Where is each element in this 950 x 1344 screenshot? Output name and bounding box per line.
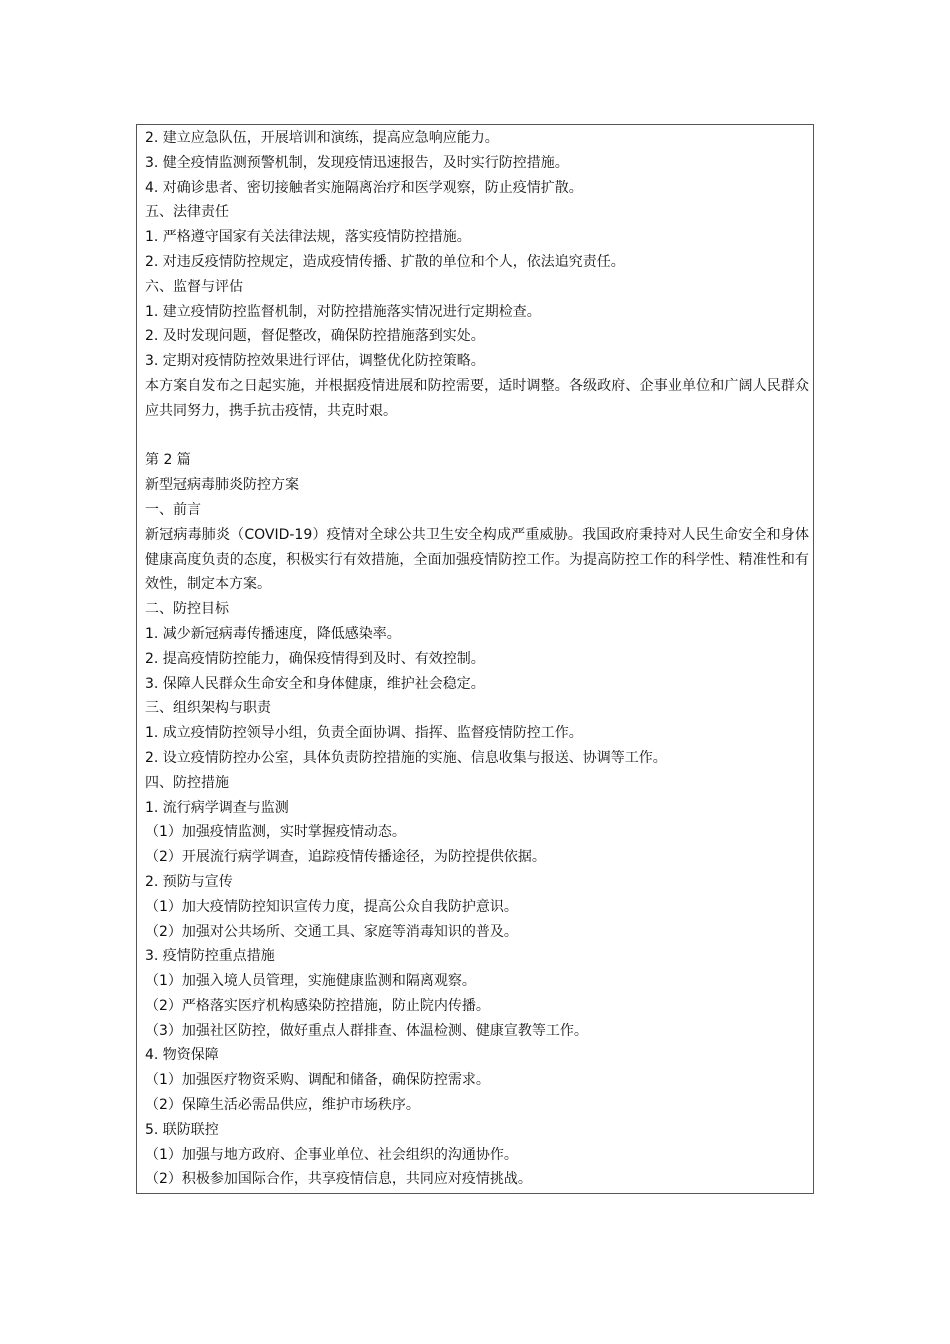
paragraph-line: 3. 健全疫情监测预警机制，发现疫情迅速报告，及时实行防控措施。 bbox=[145, 154, 569, 171]
paragraph-line: 二、防控目标 bbox=[145, 601, 229, 618]
paragraph-line: 三、组织架构与职责 bbox=[145, 700, 271, 717]
paragraph-line: （1）加强与地方政府、企事业单位、社会组织的沟通协作。 bbox=[145, 1146, 518, 1163]
paragraph-line: （2）开展流行病学调查，追踪疫情传播途径，为防控提供依据。 bbox=[145, 849, 546, 866]
paragraph-line: 1. 成立疫情防控领导小组，负责全面协调、指挥、监督疫情防控工作。 bbox=[145, 725, 583, 742]
paragraph-line: 本方案自发布之日起实施，并根据疫情进展和防控需要，适时调整。各级政府、企事业单位和广阔人民群众应共同努力，携手抗击疫情，共克时艰。 bbox=[145, 377, 809, 419]
document-body bbox=[145, 126, 809, 1192]
paragraph-line: 2. 提高疫情防控能力，确保疫情得到及时、有效控制。 bbox=[145, 650, 485, 667]
paragraph-line: 2. 设立疫情防控办公室，具体负责防控措施的实施、信息收集与报送、协调等工作。 bbox=[145, 749, 667, 766]
paragraph-line: 1. 流行病学调查与监测 bbox=[145, 799, 289, 816]
paragraph-line: 2. 预防与宣传 bbox=[145, 873, 233, 890]
paragraph-line: 四、防控措施 bbox=[145, 774, 229, 791]
paragraph-line: 五、法律责任 bbox=[145, 204, 229, 221]
paragraph-line: 六、监督与评估 bbox=[145, 278, 243, 295]
blank-line bbox=[145, 424, 809, 449]
paragraph-line: 一、前言 bbox=[145, 501, 201, 518]
paragraph-line: 2. 及时发现问题，督促整改，确保防控措施落到实处。 bbox=[145, 328, 485, 345]
paragraph-line: 1. 减少新冠病毒传播速度，降低感染率。 bbox=[145, 625, 401, 642]
paragraph-line: 3. 疫情防控重点措施 bbox=[145, 948, 275, 965]
paragraph-line: 4. 物资保障 bbox=[145, 1047, 219, 1064]
paragraph-line: 3. 定期对疫情防控效果进行评估，调整优化防控策略。 bbox=[145, 353, 485, 370]
paragraph-line: 4. 对确诊患者、密切接触者实施隔离治疗和医学观察，防止疫情扩散。 bbox=[145, 179, 583, 196]
paragraph-line: （2）严格落实医疗机构感染防控措施，防止院内传播。 bbox=[145, 997, 490, 1014]
paragraph-line: 第 2 篇 bbox=[145, 452, 191, 469]
paragraph-line: （3）加强社区防控，做好重点人群排查、体温检测、健康宣教等工作。 bbox=[145, 1022, 588, 1039]
paragraph-line: （1）加强入境人员管理，实施健康监测和隔离观察。 bbox=[145, 973, 476, 990]
paragraph-line: 5. 联防联控 bbox=[145, 1121, 219, 1138]
paragraph-line: （2）加强对公共场所、交通工具、家庭等消毒知识的普及。 bbox=[145, 923, 518, 940]
paragraph-line: （2）积极参加国际合作，共享疫情信息，共同应对疫情挑战。 bbox=[145, 1171, 532, 1188]
paragraph-line: 1. 建立疫情防控监督机制，对防控措施落实情况进行定期检查。 bbox=[145, 303, 541, 320]
paragraph-line: （2）保障生活必需品供应，维护市场秩序。 bbox=[145, 1097, 420, 1114]
paragraph-line: 3. 保障人民群众生命安全和身体健康，维护社会稳定。 bbox=[145, 675, 485, 692]
paragraph-line: （1）加大疫情防控知识宣传力度，提高公众自我防护意识。 bbox=[145, 898, 518, 915]
paragraph-line: 2. 建立应急队伍，开展培训和演练，提高应急响应能力。 bbox=[145, 130, 499, 146]
paragraph-line: 1. 严格遵守国家有关法律法规，落实疫情防控措施。 bbox=[145, 229, 471, 246]
paragraph-line: （1）加强疫情监测，实时掌握疫情动态。 bbox=[145, 824, 406, 841]
paragraph-line: 2. 对违反疫情防控规定，造成疫情传播、扩散的单位和个人，依法追究责任。 bbox=[145, 253, 625, 270]
paragraph-line: 新冠病毒肺炎（COVID-19）疫情对全球公共卫生安全构成严重威胁。我国政府秉持对人民生命安全和身体健康高度负责的态度，积极实行有效措施，全面加强疫情防控工作。为提高防控工作的科学性、精准性和有效性，制定本方案。 bbox=[145, 526, 809, 593]
paragraph-line: （1）加强医疗物资采购、调配和储备，确保防控需求。 bbox=[145, 1072, 490, 1089]
paragraph-line: 新型冠病毒肺炎防控方案 bbox=[145, 477, 299, 494]
